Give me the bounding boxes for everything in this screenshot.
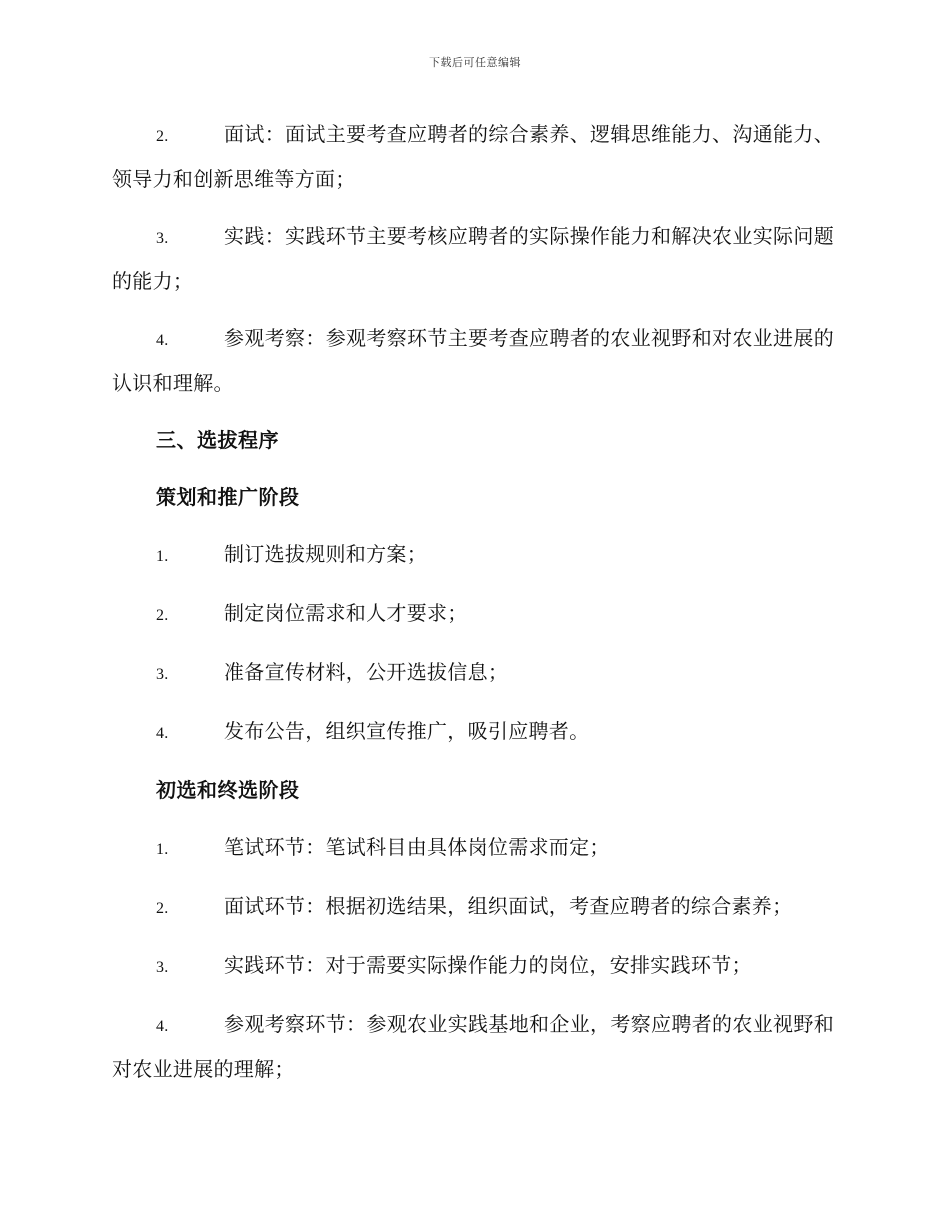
- subsection-heading: 策划和推广阶段: [156, 485, 300, 509]
- list-item: [112, 317, 834, 405]
- list-number: 3.: [156, 230, 169, 247]
- list-text: 面试环节：根据初选结果，组织面试，考查应聘者的综合素养；: [224, 894, 793, 918]
- list-number: 4.: [156, 1018, 169, 1035]
- list-number: 3.: [156, 666, 169, 683]
- list-number: 2.: [156, 607, 169, 624]
- list-text: 参观考察环节：参观农业实践基地和企业，考察应聘者的农业视野和对农业进展的理解；: [112, 1012, 834, 1081]
- list-item: [112, 533, 834, 578]
- list-number: 1.: [156, 548, 169, 565]
- list-number: 1.: [156, 841, 169, 858]
- section-heading: 三、选拔程序: [156, 428, 279, 452]
- list-item: [112, 944, 834, 989]
- list-text: 笔试环节：笔试科目由具体岗位需求而定；: [224, 835, 610, 859]
- list-number: 2.: [156, 128, 169, 145]
- list-text: 发布公告，组织宣传推广，吸引应聘者。: [224, 719, 590, 743]
- list-item: [112, 215, 834, 303]
- list-number: 4.: [156, 725, 169, 742]
- subsection-heading: 初选和终选阶段: [156, 778, 300, 802]
- list-text: 参观考察：参观考察环节主要考查应聘者的农业视野和对农业进展的认识和理解。: [112, 326, 834, 395]
- page-header: 下载后可任意编辑: [429, 56, 521, 69]
- list-item: [112, 113, 834, 201]
- list-text: 实践：实践环节主要考核应聘者的实际操作能力和解决农业实际问题的能力；: [112, 224, 834, 293]
- document-body: [112, 113, 834, 1105]
- list-text: 准备宣传材料，公开选拔信息；: [224, 660, 509, 684]
- list-item: [112, 826, 834, 871]
- list-item: [112, 710, 834, 755]
- list-item: [112, 885, 834, 930]
- list-text: 实践环节：对于需要实际操作能力的岗位，安排实践环节；: [224, 953, 752, 977]
- list-text: 制订选拔规则和方案；: [224, 542, 427, 566]
- list-item: [112, 592, 834, 637]
- list-text: 制定岗位需求和人才要求；: [224, 601, 468, 625]
- list-number: 2.: [156, 900, 169, 917]
- list-item: [112, 651, 834, 696]
- list-number: 3.: [156, 959, 169, 976]
- list-text: 面试：面试主要考查应聘者的综合素养、逻辑思维能力、沟通能力、领导力和创新思维等方面；: [112, 122, 834, 191]
- list-item: [112, 1003, 834, 1091]
- list-number: 4.: [156, 332, 169, 349]
